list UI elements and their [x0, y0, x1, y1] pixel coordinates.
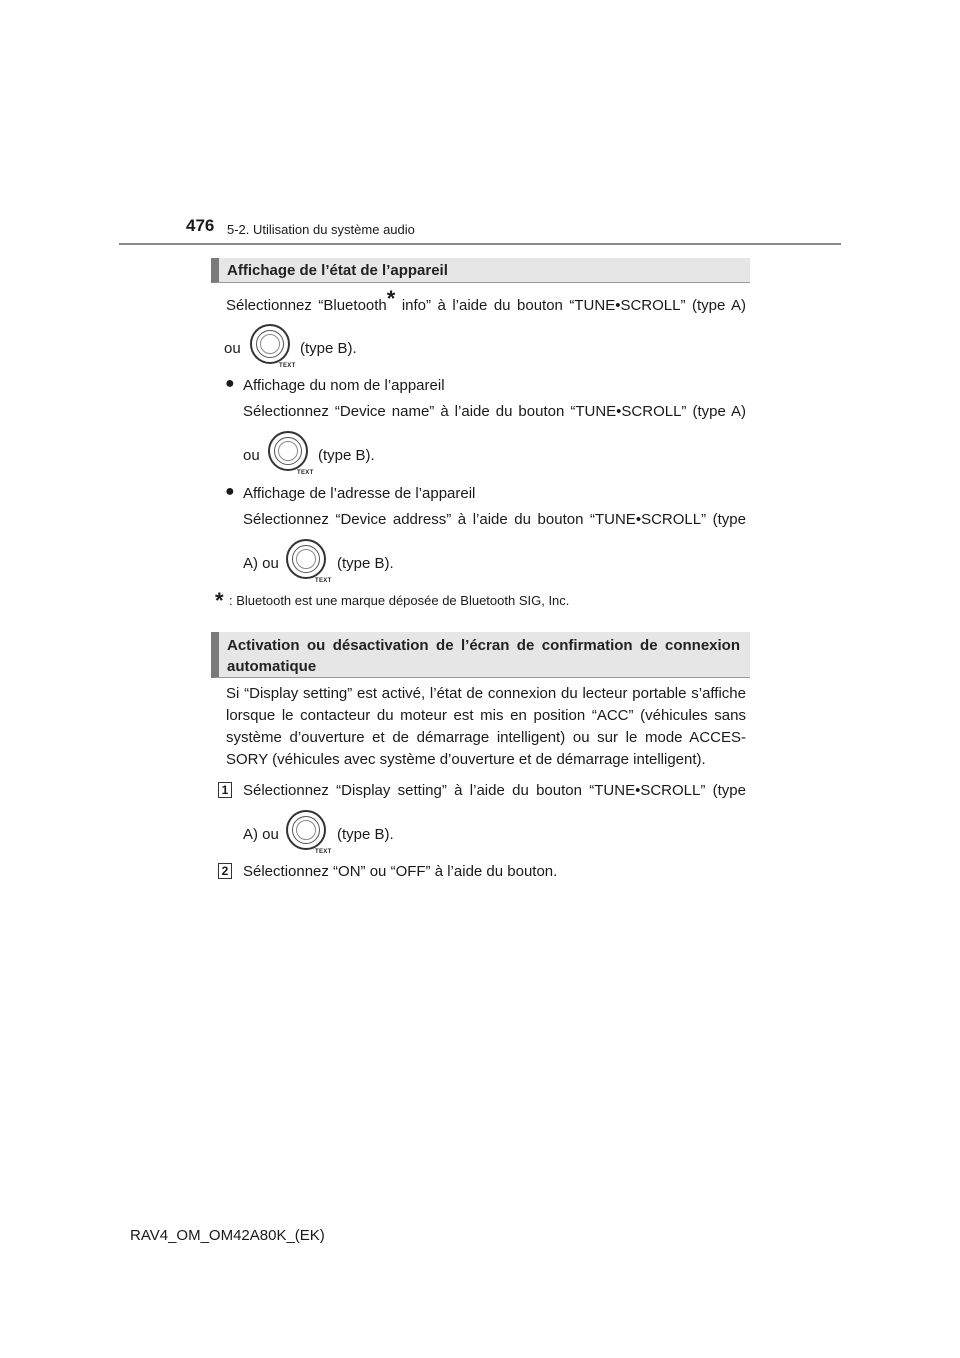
bullet-typeb-device-name: (type B). [318, 447, 375, 464]
intro-line [226, 286, 746, 316]
step-text-2: Sélectionnez “ON” ou “OFF” à l’aide du bouton. [243, 863, 558, 880]
bullet-ou-device-address: A) ou [243, 555, 279, 572]
footnote-marker: * [386, 286, 396, 311]
section-title-device-status: Affichage de l’état de l’appareil [211, 258, 750, 283]
knob-text-label: TEXT [279, 363, 296, 369]
section-title-line1: Activation ou désactivation de l’écran de confirmation de connexion [227, 637, 740, 654]
breadcrumb: 5-2. Utilisation du système audio [227, 222, 415, 237]
knob-text-label: TEXT [315, 849, 332, 855]
bullet-title-device-address: Affichage de l’adresse de l’appareil [243, 485, 476, 502]
step-number-2: 2 [218, 863, 232, 879]
section-title-line2: automatique [227, 658, 317, 675]
tune-knob-icon [250, 324, 290, 364]
intro-text-pre: Sélectionnez “Bluetooth [226, 297, 387, 314]
paragraph-line: SORY (véhicules avec système d’ouverture et de démarrage intelligent). [226, 751, 706, 768]
tune-knob-icon [286, 539, 326, 579]
document-code: RAV4_OM_OM42A80K_(EK) [130, 1227, 325, 1244]
section-title-auto-connection [211, 632, 750, 678]
intro-text-post: info” à l’aide du bouton “TUNE•SCROLL” (type A) [395, 297, 746, 314]
bullet-text-device-address: Sélectionnez “Device address” à l’aide du bouton “TUNE•SCROLL” (type [243, 511, 746, 528]
step-text-1: Sélectionnez “Display setting” à l’aide du bouton “TUNE•SCROLL” (type [243, 782, 746, 799]
intro-ou: ou [224, 340, 241, 357]
paragraph-line: lorsque le contacteur du moteur est mis en position “ACC” (véhicules sans [226, 707, 746, 724]
step-ou-1: A) ou [243, 826, 279, 843]
tune-knob-icon [268, 431, 308, 471]
step-number-1: 1 [218, 782, 232, 798]
tune-knob-icon [286, 810, 326, 850]
footnote-text: : Bluetooth est une marque déposée de Bluetooth SIG, Inc. [229, 593, 570, 608]
footnote-star: * [215, 588, 224, 613]
header-divider [119, 243, 841, 245]
bullet-text-device-name: Sélectionnez “Device name” à l’aide du bouton “TUNE•SCROLL” (type A) [243, 403, 746, 420]
knob-text-label: TEXT [297, 470, 314, 476]
bullet-icon: ● [225, 375, 235, 392]
bullet-icon: ● [225, 483, 235, 500]
bullet-title-device-name: Affichage du nom de l’appareil [243, 377, 445, 394]
page-number: 476 [186, 216, 215, 235]
paragraph-line: Si “Display setting” est activé, l’état de connexion du lecteur portable s’affiche [226, 685, 746, 702]
knob-text-label: TEXT [315, 578, 332, 584]
step-typeb-1: (type B). [337, 826, 394, 843]
intro-typeb: (type B). [300, 340, 357, 357]
bullet-typeb-device-address: (type B). [337, 555, 394, 572]
paragraph-line: système d’ouverture et de démarrage intelligent) ou sur le mode ACCES- [226, 729, 746, 746]
bullet-ou-device-name: ou [243, 447, 260, 464]
